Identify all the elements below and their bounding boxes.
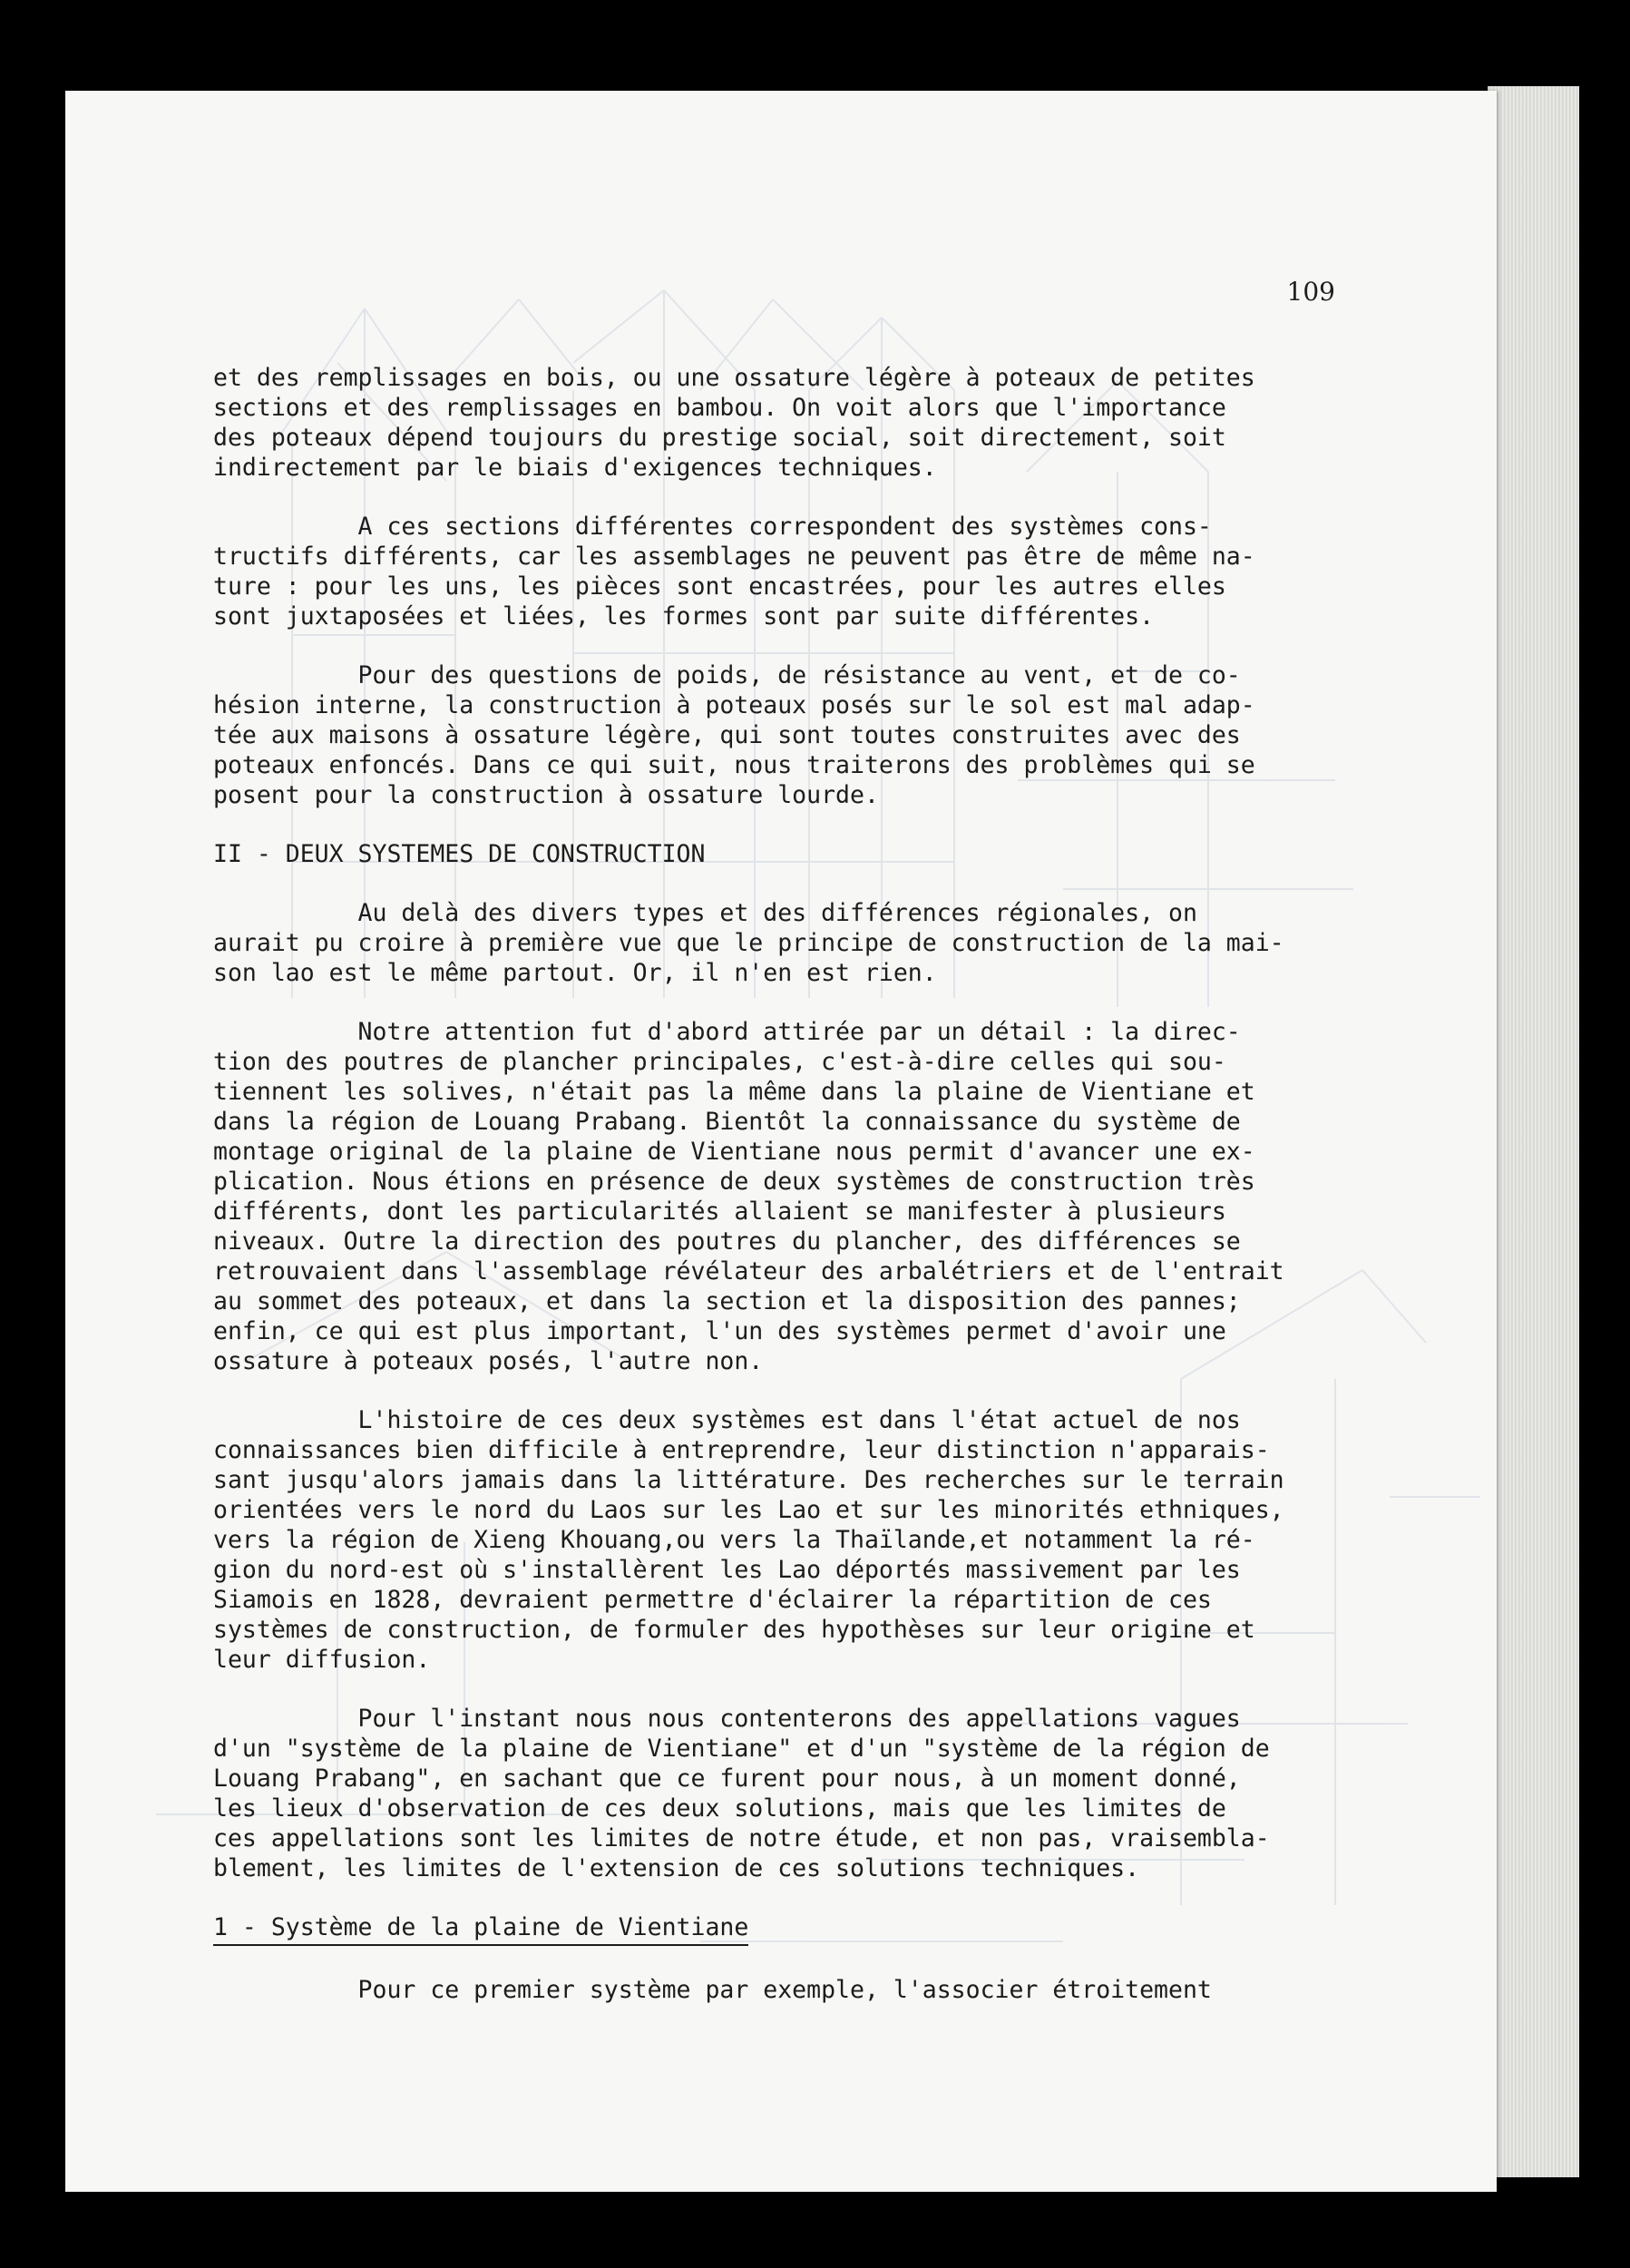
text-line: niveaux. Outre la direction des poutres du plancher, des différences se <box>213 1227 1241 1256</box>
book-page <box>65 91 1497 2192</box>
text-line: vers la région de Xieng Khouang,ou vers la Thaïlande,et notamment la ré- <box>213 1526 1255 1554</box>
subsection-heading: 1 - Système de la plaine de Vientiane <box>213 1912 748 1946</box>
text-line: des poteaux dépend toujours du prestige social, soit directement, soit <box>213 424 1226 452</box>
paragraph <box>213 898 1392 988</box>
text-line: connaissances bien difficile à entreprendre, leur distinction n'apparais- <box>213 1436 1270 1464</box>
paragraph <box>213 1975 1392 2005</box>
text-line: hésion interne, la construction à poteaux posés sur le sol est mal adap- <box>213 691 1255 719</box>
text-line: sections et des remplissages en bambou. On voit alors que l'importance <box>213 394 1226 422</box>
text-line: A ces sections différentes correspondent des systèmes cons- <box>213 513 1212 541</box>
text-line: indirectement par le biais d'exigences techniques. <box>213 454 937 482</box>
paragraph <box>213 660 1392 810</box>
book-page-edges <box>1488 86 1579 2177</box>
paragraph <box>213 1704 1392 1883</box>
text-line: blement, les limites de l'extension de ces solutions techniques. <box>213 1854 1140 1882</box>
section-heading: II - DEUX SYSTEMES DE CONSTRUCTION <box>213 840 706 868</box>
text-line: orientées vers le nord du Laos sur les Lao et sur les minorités ethniques, <box>213 1496 1284 1524</box>
paragraph <box>213 363 1392 483</box>
text-line: Pour ce premier système par exemple, l'associer étroitement <box>213 1976 1212 2004</box>
text-line: sont juxtaposées et liées, les formes sont par suite différentes. <box>213 602 1155 631</box>
text-line: tion des poutres de plancher principales, c'est-à-dire celles qui sou- <box>213 1048 1226 1076</box>
text-line: différents, dont les particularités allaient se manifester à plusieurs <box>213 1198 1226 1226</box>
text-line: leur diffusion. <box>213 1646 431 1674</box>
text-line: tée aux maisons à ossature légère, qui sont toutes construites avec des <box>213 721 1241 749</box>
text-line: ture : pour les uns, les pièces sont encastrées, pour les autres elles <box>213 572 1226 601</box>
bleed-line <box>573 290 664 363</box>
body-text <box>213 363 1392 2034</box>
text-line: L'histoire de ces deux systèmes est dans l'état actuel de nos <box>213 1406 1241 1434</box>
text-line: d'un "système de la plaine de Vientiane" et d'un "système de la région de <box>213 1735 1270 1763</box>
paragraph <box>213 1405 1392 1675</box>
text-line: gion du nord-est où s'installèrent les Lao déportés massivement par les <box>213 1556 1241 1584</box>
page-number: 109 <box>1286 277 1335 307</box>
text-line: aurait pu croire à première vue que le principe de construction de la mai- <box>213 929 1284 957</box>
text-line: ces appellations sont les limites de notre étude, et non pas, vraisembla- <box>213 1824 1270 1853</box>
paragraph <box>213 1017 1392 1376</box>
text-line: Au delà des divers types et des différences régionales, on <box>213 899 1197 927</box>
text-line: tructifs différents, car les assemblages ne peuvent pas être de même na- <box>213 543 1255 571</box>
text-line: son lao est le même partout. Or, il n'en est rien. <box>213 959 937 987</box>
text-line: retrouvaient dans l'assemblage révélateur des arbalétriers et de l'entrait <box>213 1257 1284 1286</box>
text-line: enfin, ce qui est plus important, l'un des systèmes permet d'avoir une <box>213 1317 1226 1345</box>
paragraph <box>213 512 1392 631</box>
text-line: ossature à poteaux posés, l'autre non. <box>213 1347 764 1375</box>
text-line: montage original de la plaine de Vientiane nous permit d'avancer une ex- <box>213 1138 1255 1166</box>
text-line: poteaux enfoncés. Dans ce qui suit, nous traiterons des problèmes qui se <box>213 751 1255 779</box>
text-line: Louang Prabang", en sachant que ce furent pour nous, à un moment donné, <box>213 1765 1241 1793</box>
text-line: Notre attention fut d'abord attirée par un détail : la direc- <box>213 1018 1241 1046</box>
text-line: systèmes de construction, de formuler des hypothèses sur leur origine et <box>213 1616 1255 1644</box>
text-line: plication. Nous étions en présence de deux systèmes de construction très <box>213 1168 1255 1196</box>
text-line: tiennent les solives, n'était pas la même dans la plaine de Vientiane et <box>213 1078 1255 1106</box>
text-line: Siamois en 1828, devraient permettre d'éclairer la répartition de ces <box>213 1586 1212 1614</box>
text-line: et des remplissages en bois, ou une ossature légère à poteaux de petites <box>213 364 1255 392</box>
text-line: les lieux d'observation de ces deux solutions, mais que les limites de <box>213 1794 1226 1823</box>
text-line: Pour l'instant nous nous contenterons des appellations vagues <box>213 1705 1241 1733</box>
text-line: sant jusqu'alors jamais dans la littérature. Des recherches sur le terrain <box>213 1466 1284 1494</box>
text-line: au sommet des poteaux, et dans la section et la disposition des pannes; <box>213 1287 1241 1315</box>
text-line: posent pour la construction à ossature lourde. <box>213 781 879 809</box>
text-line: dans la région de Louang Prabang. Bientôt la connaissance du système de <box>213 1108 1241 1136</box>
text-line: Pour des questions de poids, de résistance au vent, et de co- <box>213 661 1241 689</box>
